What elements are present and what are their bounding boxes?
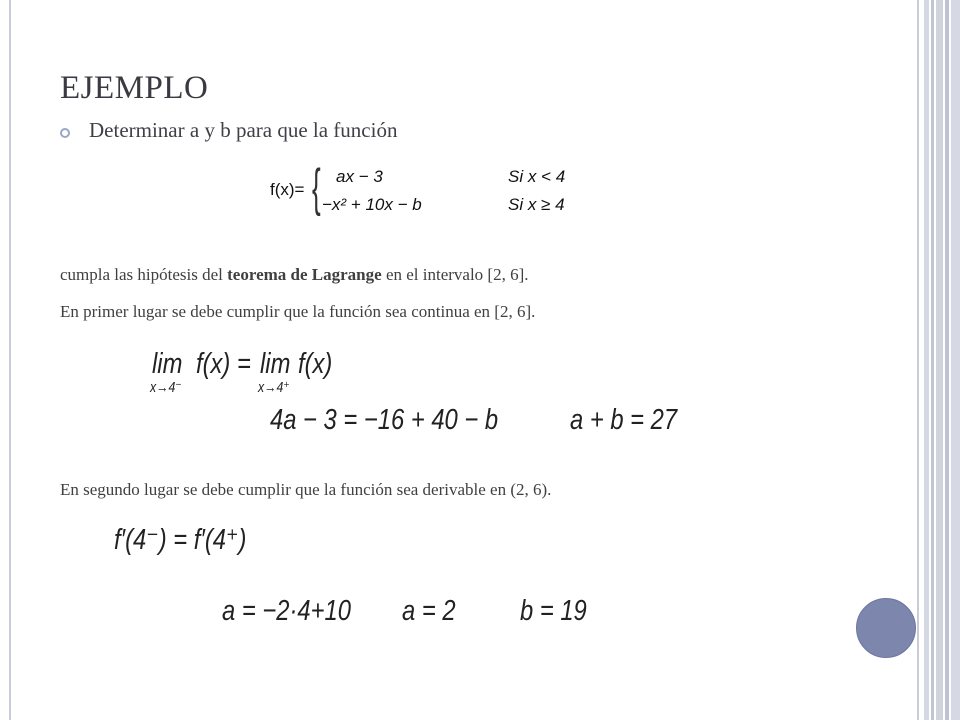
case1-expression: ax − 3 — [336, 167, 383, 186]
case2-condition: Si x ≥ 4 — [508, 195, 565, 214]
brace-icon: { — [312, 159, 321, 217]
result-b-value: b = 19 — [520, 595, 587, 627]
limit-right-sub: x→4⁺ — [258, 379, 290, 396]
left-frame-line — [9, 0, 11, 720]
case1-condition: Si x < 4 — [508, 167, 566, 186]
slide-subtitle: Determinar a y b para que la función — [89, 118, 398, 142]
result-a-expression: a = −2·4+10 — [222, 595, 351, 627]
line1-bold-term: teorema de Lagrange — [227, 265, 382, 284]
slide-title: EJEMPLO — [60, 70, 209, 106]
limit-left-fx: f(x) = — [196, 348, 251, 380]
bullet-icon — [60, 128, 70, 138]
function-lhs: f(x)= — [270, 180, 305, 199]
derivative-equation: f′(4⁻) = f′(4⁺) — [114, 524, 247, 556]
limit-left-sub: x→4⁻ — [150, 379, 182, 396]
text-line-3: En segundo lugar se debe cumplir que la función sea derivable en (2, 6). — [60, 480, 552, 499]
sum-equation: a + b = 27 — [570, 404, 678, 436]
right-stripes — [924, 0, 960, 720]
accent-circle — [856, 598, 916, 658]
text-line-1 — [60, 265, 529, 285]
case2-expression: −x² + 10x − b — [322, 195, 422, 214]
line1-suffix: en el intervalo [2, 6]. — [381, 265, 529, 284]
text-line-2: En primer lugar se debe cumplir que la función sea continua en [2, 6]. — [60, 302, 536, 321]
right-frame-line — [917, 0, 919, 720]
limit-right-fx: f(x) — [298, 348, 333, 380]
line1-prefix: cumpla las hipótesis del — [60, 265, 228, 284]
limit-left-label: lim — [152, 348, 183, 380]
continuity-equation: 4a − 3 = −16 + 40 − b — [270, 404, 499, 436]
result-a-value: a = 2 — [402, 595, 456, 627]
limit-right-label: lim — [260, 348, 291, 380]
